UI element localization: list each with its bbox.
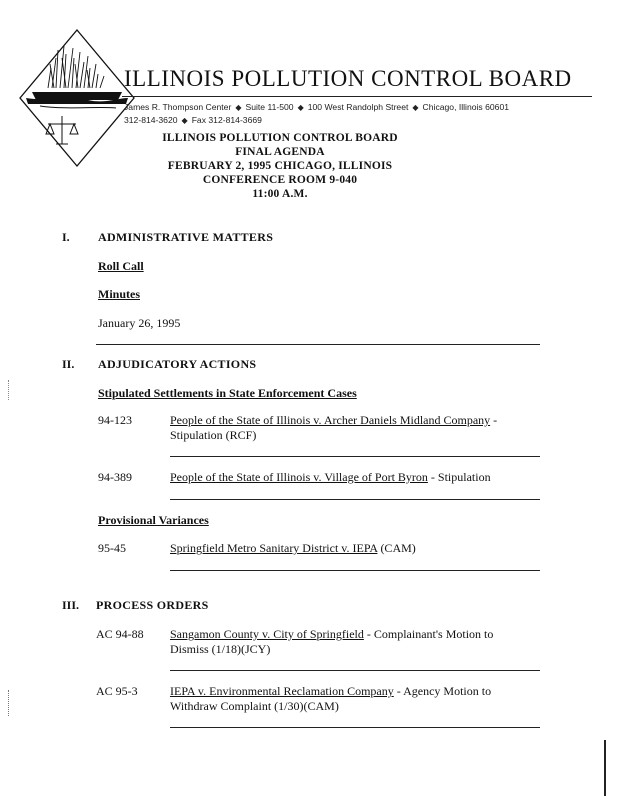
case-title: People of the State of Illinois v. Archer Daniels Midland Company [170, 413, 491, 427]
agenda-date-location: FEBRUARY 2, 1995 CHICAGO, ILLINOIS [167, 160, 393, 172]
section-divider [96, 344, 540, 345]
address-city: Chicago, Illinois 60601 [422, 102, 510, 112]
case-divider [170, 727, 540, 728]
case-action: - Complainant's Motion to Dismiss (1/18)(JCY) [170, 627, 494, 656]
address-building: James R. Thompson Center [124, 102, 232, 112]
section-1-title: ADMINISTRATIVE MATTERS [98, 230, 274, 244]
agenda-time: 11:00 A.M. [252, 188, 308, 200]
section-2-title: ADJUDICATORY ACTIONS [98, 357, 257, 371]
address-line-2 [124, 114, 509, 127]
header-rule [122, 96, 592, 97]
case-title: IEPA v. Environmental Reclamation Company [170, 684, 394, 698]
case-action: - Stipulation [427, 470, 491, 484]
section-3-number: III. [62, 598, 80, 612]
case-divider [170, 670, 540, 671]
minutes-date: January 26, 1995 [98, 316, 181, 330]
case-number: AC 94-88 [96, 627, 144, 641]
case-title: Springfield Metro Sanitary District v. IEPA [170, 541, 378, 555]
case-number: 95-45 [98, 541, 126, 555]
case-title: Sangamon County v. City of Springfield [170, 627, 364, 641]
section-3-title: PROCESS ORDERS [96, 598, 209, 612]
diamond-separator-icon: ◆ [181, 116, 188, 125]
scan-edge-mark [604, 740, 606, 796]
scan-speck [8, 690, 19, 716]
agenda-heading [120, 131, 440, 201]
section-1-number: I. [62, 230, 70, 244]
case-title: People of the State of Illinois v. Village of Port Byron [170, 470, 428, 484]
case-divider [170, 570, 540, 571]
case-description [170, 541, 540, 556]
provisional-variances-heading: Provisional Variances [98, 513, 209, 527]
case-action: (CAM) [377, 541, 416, 555]
case-description [170, 470, 540, 485]
fax-number: Fax 312-814-3669 [191, 115, 262, 125]
case-divider [170, 456, 540, 457]
case-action: - Agency Motion to Withdraw Complaint (1/30)(CAM) [170, 684, 492, 713]
address-street: 100 West Randolph Street [307, 102, 409, 112]
board-logo [18, 28, 136, 168]
agenda-title: FINAL AGENDA [235, 146, 325, 158]
diamond-separator-icon: ◆ [235, 103, 242, 112]
case-description [170, 413, 540, 443]
diamond-separator-icon: ◆ [412, 103, 419, 112]
address-suite: Suite 11-500 [245, 102, 294, 112]
case-number: 94-389 [98, 470, 132, 484]
case-divider [170, 499, 540, 500]
agenda-board-name: ILLINOIS POLLUTION CONTROL BOARD [162, 132, 398, 144]
section-2-number: II. [62, 357, 75, 371]
case-action: - Stipulation (RCF) [170, 413, 498, 442]
phone-number: 312-814-3620 [124, 115, 178, 125]
address-block [124, 101, 509, 127]
address-line-1 [124, 101, 509, 114]
case-description [170, 684, 520, 714]
case-number: 94-123 [98, 413, 132, 427]
scan-speck [8, 380, 13, 400]
stipulated-settlements-heading: Stipulated Settlements in State Enforcement Cases [98, 386, 357, 400]
case-description [170, 627, 520, 657]
case-number: AC 95-3 [96, 684, 138, 698]
diamond-separator-icon: ◆ [297, 103, 304, 112]
roll-call-heading: Roll Call [98, 259, 144, 273]
board-name: ILLINOIS POLLUTION CONTROL BOARD [124, 66, 572, 91]
minutes-heading: Minutes [98, 287, 140, 301]
agenda-room: CONFERENCE ROOM 9-040 [202, 174, 358, 186]
